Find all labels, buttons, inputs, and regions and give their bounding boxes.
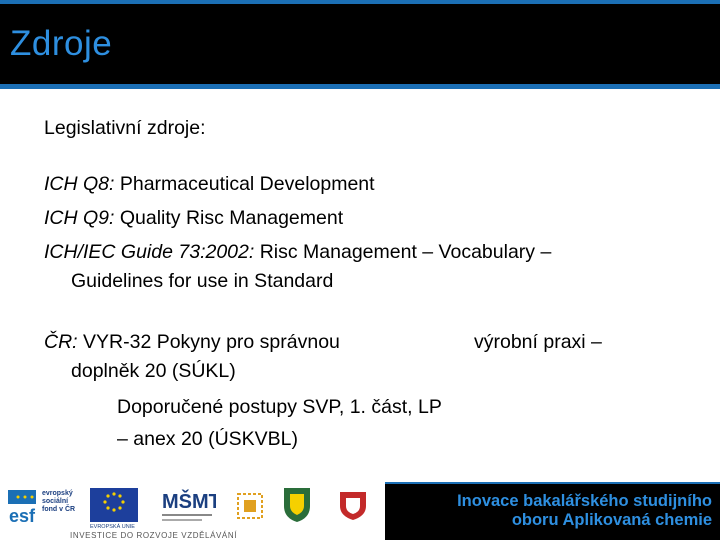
invest-caption: INVESTICE DO ROZVOJE VZDĚLÁVÁNÍ — [70, 531, 238, 540]
ich-iec-line — [44, 241, 551, 264]
project-banner — [385, 482, 720, 540]
ich-iec-label: ICH/IEC Guide 73:2002: — [44, 241, 255, 263]
project-banner-text — [457, 492, 712, 530]
title-bar-bottom-accent — [0, 84, 720, 89]
svp-line-2: – anex 20 (ÚSKVBL) — [117, 428, 299, 450]
ich-iec-text: Risc Management – Vocabulary – — [254, 241, 552, 263]
banner-line-2: oboru Aplikovaná chemie — [511, 511, 712, 529]
region-logo — [336, 488, 370, 522]
svg-text:esf: esf — [9, 506, 36, 524]
svp-line-1: Doporučené postupy SVP, 1. část, LP — [117, 396, 442, 418]
cr-text-a: VYR-32 Pokyny pro správnou — [77, 331, 340, 353]
ich-q8-line — [44, 173, 375, 196]
esf-logo — [6, 488, 40, 524]
university-shield-logo — [282, 486, 312, 524]
cr-continuation: doplněk 20 (SÚKL) — [71, 360, 236, 382]
logo-strip — [0, 482, 385, 540]
ich-q8-text: Pharmaceutical Development — [114, 173, 375, 195]
banner-line-1: Inovace bakalářského studijního — [457, 492, 712, 510]
ich-iec-continuation: Guidelines for use in Standard — [71, 270, 334, 292]
sources-heading: Legislativní zdroje: — [44, 117, 206, 139]
title-bar — [0, 0, 720, 89]
cr-text-b: výrobní praxi – — [474, 331, 602, 353]
slide-title: Zdroje — [10, 24, 113, 63]
cr-label: ČR: — [44, 331, 78, 353]
ich-q9-line — [44, 207, 343, 230]
ich-q8-label: ICH Q8: — [44, 173, 115, 195]
msmt-logo — [160, 486, 216, 528]
title-bar-top-accent — [0, 0, 720, 4]
partner-logo — [232, 488, 268, 524]
ich-q9-label: ICH Q9: — [44, 207, 115, 229]
ich-q9-text: Quality Risc Management — [114, 207, 344, 229]
esf-logo-text: evropský sociální fond v ČR — [42, 490, 76, 513]
svg-text:MŠMT: MŠMT — [162, 491, 216, 513]
eu-flag-icon — [90, 488, 138, 522]
eu-label: EVROPSKÁ UNIE — [90, 524, 135, 530]
cr-line — [44, 331, 340, 354]
footer — [0, 482, 720, 540]
